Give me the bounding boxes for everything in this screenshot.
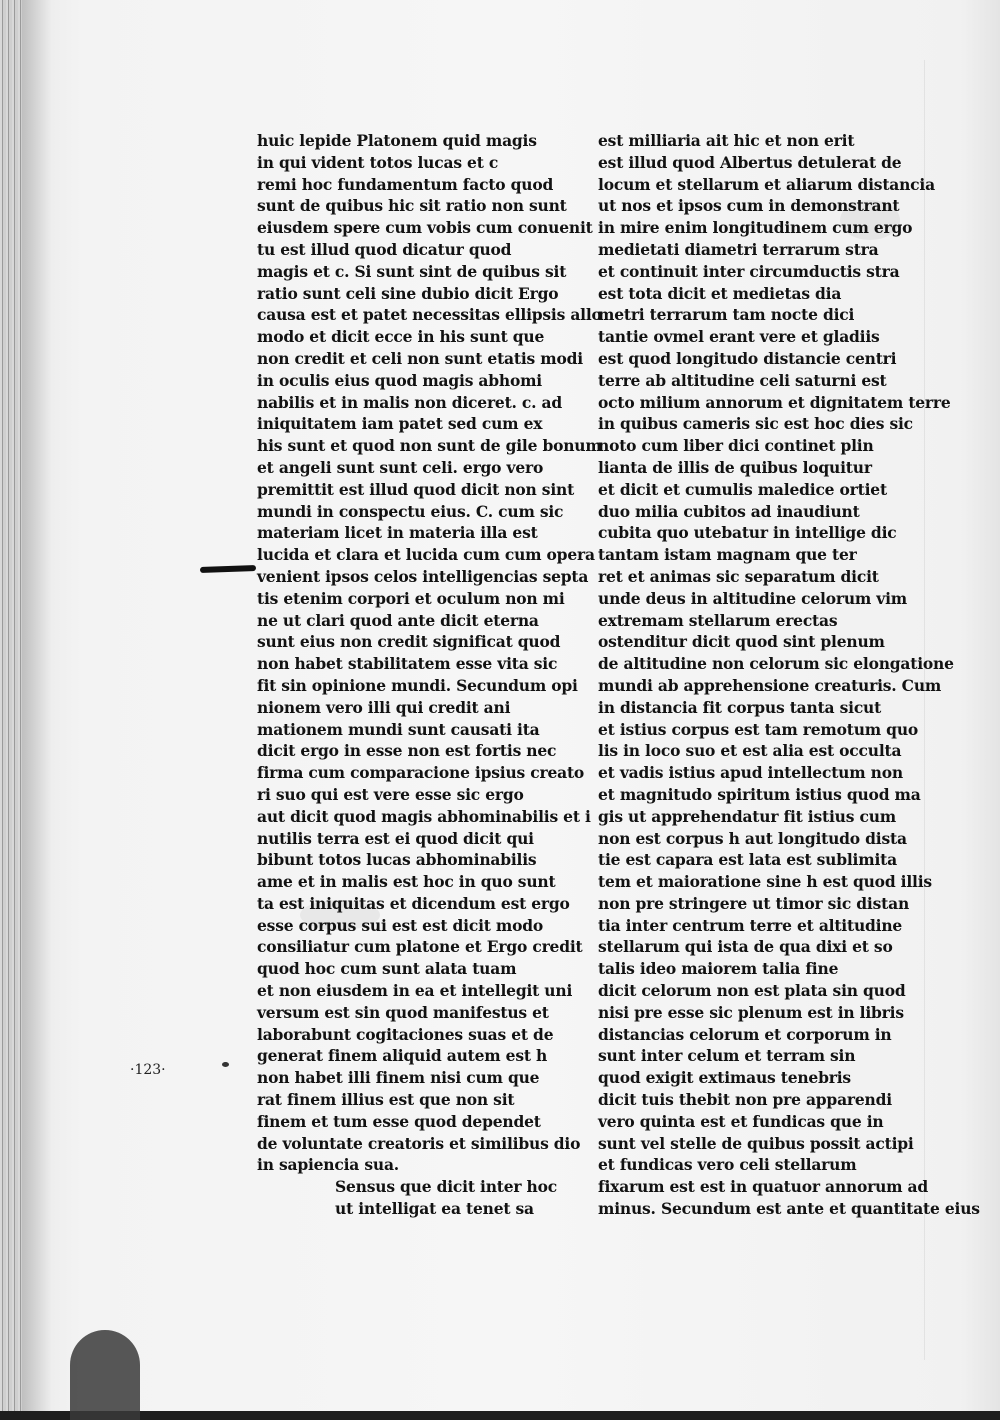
manuscript-line: stellarum qui ista de qua dixi et so — [598, 937, 893, 957]
manuscript-line: ut intelligat ea tenet sa — [335, 1199, 534, 1219]
manuscript-line: lis in loco suo et est alia est occulta — [598, 741, 902, 761]
manuscript-line: aut dicit quod magis abhominabilis et i — [257, 806, 591, 826]
manuscript-line: non pre stringere ut timor sic distan — [598, 893, 910, 913]
manuscript-line: tantam istam magnam que ter — [598, 545, 857, 565]
manuscript-line: ut nos et ipsos cum in demonstrant — [598, 196, 900, 216]
manuscript-line: unde deus in altitudine celorum vim — [598, 588, 907, 608]
manuscript-line: et istius corpus est tam remotum quo — [598, 719, 919, 739]
manuscript-line: dicit tuis thebit non pre apparendi — [598, 1090, 892, 1110]
manuscript-line: quod exigit extimaus tenebris — [598, 1068, 851, 1088]
manuscript-line: metri terrarum tam nocte dici — [598, 305, 855, 325]
manuscript-line: et magnitudo spiritum istius quod ma — [598, 784, 921, 804]
manuscript-line: de altitudine non celorum sic elongatione — [598, 654, 954, 674]
manuscript-line: venient ipsos celos intelligencias septa — [257, 566, 589, 586]
manuscript-line: eiusdem spere cum vobis cum conuenit — [257, 218, 593, 238]
manuscript-line: magis et c. Si sunt sint de quibus sit — [257, 261, 567, 281]
manuscript-line: materiam licet in materia illa est — [257, 523, 538, 543]
manuscript-line: remi hoc fundamentum facto quod — [257, 174, 554, 194]
manuscript-line: cubita quo utebatur in intellige dic — [598, 523, 897, 543]
manuscript-line: est illud quod Albertus detulerat de — [598, 152, 902, 172]
manuscript-line: noto cum liber dici continet plin — [598, 436, 874, 456]
manuscript-line: tantie ovmel erant vere et gladiis — [598, 327, 880, 347]
manuscript-line: medietati diametri terrarum stra — [598, 239, 879, 259]
manuscript-line: ta est iniquitas et dicendum est ergo — [257, 893, 570, 913]
manuscript-line: ostenditur dicit quod sint plenum — [598, 632, 885, 652]
manuscript-line: tis etenim corpori et oculum non mi — [257, 588, 565, 608]
manuscript-line: firma cum comparacione ipsius creato — [257, 763, 585, 783]
manuscript-line: et vadis istius apud intellectum non — [598, 763, 903, 783]
manuscript-line: vero quinta est et fundicas que in — [598, 1111, 884, 1131]
manuscript-line: mundi ab apprehensione creaturis. Cum — [598, 675, 942, 695]
holding-thumb — [70, 1330, 140, 1420]
manuscript-line: his sunt et quod non sunt de gile bonum — [257, 436, 602, 456]
margin-dot-mark — [222, 1062, 229, 1067]
manuscript-line: non credit et celi non sunt etatis modi — [257, 348, 583, 368]
manuscript-line: de voluntate creatoris et similibus dio — [257, 1133, 581, 1153]
manuscript-line: ratio sunt celi sine dubio dicit Ergo — [257, 283, 559, 303]
manuscript-line: fixarum est est in quatuor annorum ad — [598, 1177, 929, 1197]
manuscript-line: premittit est illud quod dicit non sint — [257, 479, 575, 499]
manuscript-line: generat finem aliquid autem est h — [257, 1046, 548, 1066]
manuscript-line: non est corpus h aut longitudo dista — [598, 828, 907, 848]
manuscript-line: ne ut clari quod ante dicit eterna — [257, 610, 539, 630]
folio-number: ·123· — [130, 1062, 166, 1078]
manuscript-line: nionem vero illi qui credit ani — [257, 697, 511, 717]
manuscript-line: in sapiencia sua. — [257, 1155, 399, 1175]
right-text-column — [598, 130, 980, 1220]
manuscript-line: tia inter centrum terre et altitudine — [598, 915, 903, 935]
manuscript-line: est quod longitudo distancie centri — [598, 348, 897, 368]
left-text-column — [257, 130, 602, 1220]
manuscript-line: tem et maioratione sine h est quod illis — [598, 872, 932, 892]
manuscript-line: finem et tum esse quod dependet — [257, 1111, 541, 1131]
manuscript-line: non habet stabilitatem esse vita sic — [257, 654, 558, 674]
manuscript-line: et non eiusdem in ea et intellegit uni — [257, 981, 573, 1001]
manuscript-line: sunt vel stelle de quibus possit actipi — [598, 1133, 914, 1153]
manuscript-line: talis ideo maiorem talia fine — [598, 959, 839, 979]
manuscript-line: locum et stellarum et aliarum distancia — [598, 174, 935, 194]
manuscript-line: et fundicas vero celi stellarum — [598, 1155, 857, 1175]
manuscript-line: laborabunt cogitaciones suas et de — [257, 1024, 554, 1044]
manuscript-line: sunt inter celum et terram sin — [598, 1046, 856, 1066]
manuscript-line: quod hoc cum sunt alata tuam — [257, 959, 517, 979]
manuscript-line: nutilis terra est ei quod dicit qui — [257, 828, 534, 848]
manuscript-line: duo milia cubitos ad inaudiunt — [598, 501, 860, 521]
manuscript-line: in quibus cameris sic est hoc dies sic — [598, 414, 913, 434]
manuscript-line: distancias celorum et corporum in — [598, 1024, 892, 1044]
manuscript-line: terre ab altitudine celi saturni est — [598, 370, 887, 390]
manuscript-line: in mire enim longitudinem cum ergo — [598, 218, 913, 238]
manuscript-line: lianta de illis de quibus loquitur — [598, 457, 872, 477]
manuscript-line: extremam stellarum erectas — [598, 610, 838, 630]
manuscript-line: esse corpus sui est est dicit modo — [257, 915, 544, 935]
manuscript-line: mundi in conspectu eius. C. cum sic — [257, 501, 564, 521]
manuscript-line: Sensus que dicit inter hoc — [335, 1177, 558, 1197]
manuscript-line: tie est capara est lata est sublimita — [598, 850, 897, 870]
manuscript-line: est milliaria ait hic et non erit — [598, 131, 855, 150]
manuscript-line: ri suo qui est vere esse sic ergo — [257, 784, 524, 804]
manuscript-line: et angeli sunt sunt celi. ergo vero — [257, 457, 544, 477]
manuscript-line: mationem mundi sunt causati ita — [257, 719, 540, 739]
manuscript-line: est tota dicit et medietas dia — [598, 283, 842, 303]
manuscript-line: in oculis eius quod magis abhomi — [257, 370, 542, 390]
manuscript-line: iniquitatem iam patet sed cum ex — [257, 414, 543, 434]
gutter-shadow — [22, 0, 52, 1411]
manuscript-line: causa est et patet necessitas ellipsis allo — [257, 305, 602, 325]
manuscript-line: minus. Secundum est ante et quantitate eius — [598, 1199, 980, 1219]
manuscript-line: et continuit inter circumductis stra — [598, 261, 900, 281]
manuscript-line: nabilis et in malis non diceret. c. ad — [257, 392, 563, 412]
manuscript-line: gis ut apprehendatur fit istius cum — [598, 806, 896, 826]
manuscript-line: nisi pre esse sic plenum est in libris — [598, 1002, 904, 1022]
manuscript-line: sunt eius non credit significat quod — [257, 632, 561, 652]
manuscript-line: in qui vident totos lucas et c — [257, 152, 499, 172]
manuscript-line: in distancia fit corpus tanta sicut — [598, 697, 882, 717]
manuscript-line: octo milium annorum et dignitatem terre — [598, 392, 951, 412]
manuscript-line: tu est illud quod dicatur quod — [257, 239, 512, 259]
manuscript-line: dicit ergo in esse non est fortis nec — [257, 741, 557, 761]
manuscript-line: consiliatur cum platone et Ergo credit — [257, 937, 583, 957]
manuscript-line: fit sin opinione mundi. Secundum opi — [257, 675, 578, 695]
manuscript-line: dicit celorum non est plata sin quod — [598, 981, 906, 1001]
manuscript-line: sunt de quibus hic sit ratio non sunt — [257, 196, 567, 216]
manuscript-line: modo et dicit ecce in his sunt que — [257, 327, 545, 347]
manuscript-line: rat finem illius est que non sit — [257, 1090, 515, 1110]
manuscript-line: huic lepide Platonem quid magis — [257, 131, 537, 150]
manuscript-line: non habet illi finem nisi cum que — [257, 1068, 540, 1088]
manuscript-line: lucida et clara et lucida cum cum opera — [257, 545, 595, 565]
manuscript-line: versum est sin quod manifestus et — [257, 1002, 549, 1022]
manuscript-line: ame et in malis est hoc in quo sunt — [257, 872, 556, 892]
manuscript-line: ret et animas sic separatum dicit — [598, 566, 879, 586]
manuscript-line: bibunt totos lucas abhominabilis — [257, 850, 537, 870]
ruling-line — [924, 60, 925, 1360]
manuscript-line: et dicit et cumulis maledice ortiet — [598, 479, 887, 499]
